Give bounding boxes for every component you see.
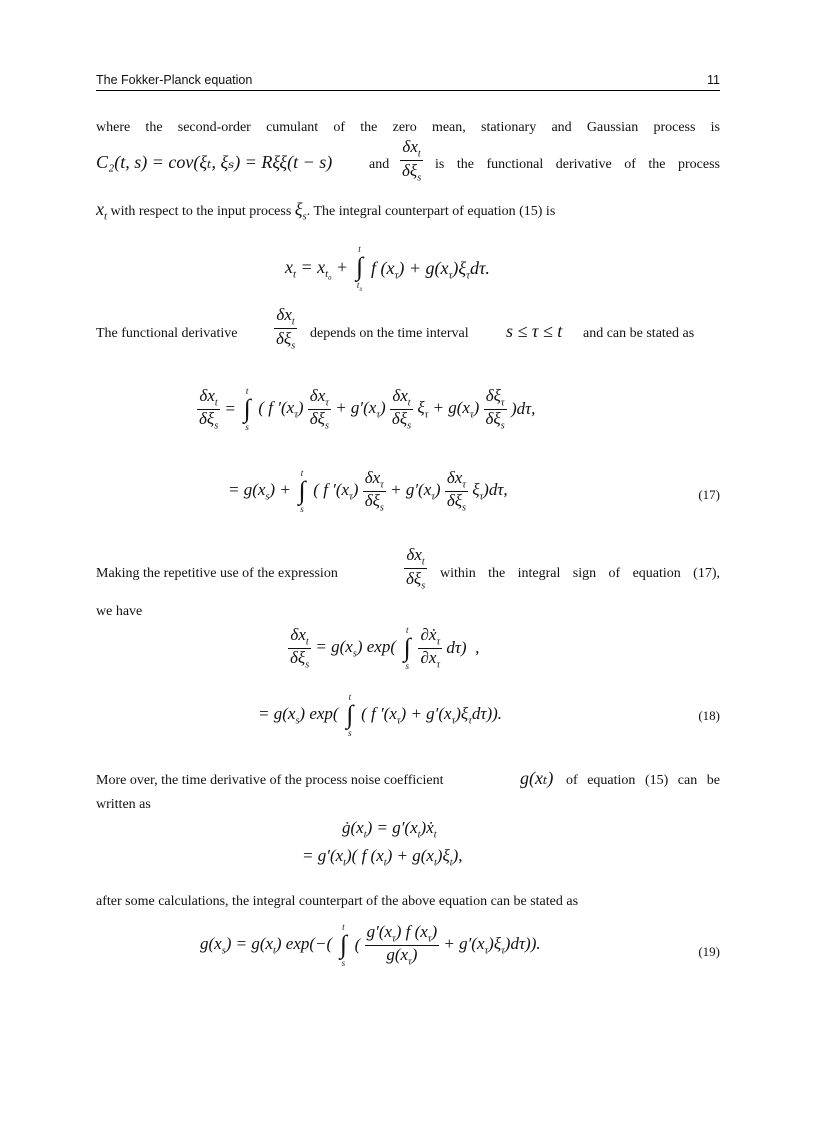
paragraph-2-a: The functional derivative: [96, 326, 238, 341]
equation-18-line-1: $\frac{\delta x_t}{\delta\xi_s}$ = $g(x_s)$ exp( t ∫ s $\frac{\partial ẋ_\tau}{\partial x_\tau}$ dτ) ,: [290, 624, 480, 671]
and-word: and: [369, 157, 390, 172]
paragraph-4-line-1: [96, 768, 720, 792]
equation-19: $g(x_s) = g(x_t)$ exp(−( t ∫ s ( $\frac{g'(x_\tau) f (x_\tau)}{g(x_\tau)}$ + $g'(x_\tau)\xi_\tau)d\tau$)).: [200, 921, 541, 968]
paragraph-1-line-3: [96, 199, 720, 227]
cumulant-formula: C₂(t, s) = cov(ξₜ, ξₛ) = Rξξ(t − s): [96, 152, 333, 172]
paragraph-3-b: within the integral sign of equation (17),: [440, 566, 720, 581]
paragraph-1-line-2-rest: is the functional derivative of the process: [435, 157, 720, 172]
integral-counterpart-equation: $x_t = x_{t_0}$ + t ∫ $t_0$ f $(x_\tau) + g(x_\tau)\xi_\tau d\tau$.: [285, 244, 490, 293]
functional-derivative-fraction-3: $\delta x_t$ $\delta\xi_s$: [406, 545, 426, 592]
paragraph-1-line-1: where the second-order cumulant of the zero mean, stationary and Gaussian process is: [96, 120, 720, 135]
equation-17-line-2: = $g(x_s)$ + t ∫ s ( f $'(x_\tau)$ $\frac{\delta x_\tau}{\delta\xi_s}$ + $g'(x_\tau)$ $\frac{\delta x_\tau}{\delta\xi_s}$ $\xi_\tau)d\tau$,: [228, 467, 508, 514]
paragraph-3-a: Making the repetitive use of the expression: [96, 566, 338, 581]
equation-18-number: (18): [698, 708, 720, 723]
paragraph-3: [96, 546, 720, 596]
paragraph-1-line-2: [96, 137, 720, 184]
equation-19-number: (19): [698, 944, 720, 959]
equation-18-line-2: = $g(x_s)$ exp( t ∫ s ( f $'(x_\tau) + g'(x_\tau)\xi_\tau d\tau$)).: [258, 692, 503, 738]
running-title: The Fokker-Planck equation: [96, 73, 253, 87]
time-derivative-line-1: $ġ(x_t)$ = $g'(x_t)ẋ_t$: [342, 818, 437, 841]
functional-derivative-fraction-2: $\delta x_t$ $\delta\xi_s$: [276, 305, 296, 352]
time-derivative-line-2: = $g'(x_t)$( f $(x_t) + g(x_t)\xi_t$),: [302, 846, 463, 869]
paragraph-1-line-3-mid: with respect to the input process: [110, 204, 292, 219]
paragraph-2: [96, 306, 720, 356]
noise-coefficient: g(xₜ): [520, 768, 554, 788]
paragraph-5: after some calculations, the integral counterpart of the above equation can be stated as: [96, 894, 579, 909]
paragraph-3-c: we have: [96, 604, 143, 619]
page-number: 11: [707, 73, 720, 87]
xi-variable: $\xi_s$: [294, 199, 307, 223]
paragraph-4-line-2: written as: [96, 797, 151, 812]
page-header: [96, 70, 720, 91]
x-variable: $x_t$: [96, 199, 107, 223]
paragraph-2-d: and can be stated as: [583, 326, 695, 341]
functional-derivative-fraction: $\delta x_t$ $\delta\xi_s$: [402, 137, 422, 184]
paragraph-1-line-3-end: . The integral counterpart of equation (15) is: [306, 204, 556, 219]
paragraph-4-a: More over, the time derivative of the process noise coefficient: [96, 773, 444, 788]
paragraph-2-b: depends on the time interval: [310, 326, 469, 341]
time-interval: s ≤ τ ≤ t: [506, 321, 563, 341]
equation-17-line-1: $\frac{\delta x_t}{\delta\xi_s}$ = t ∫ s ( f $'(x_\tau)$ $\frac{\delta x_\tau}{\delta\xi_s}$ + $g'(x_\tau)$ $\frac{\delta x_t}{\delta\xi_s}$ $\xi_\tau + g(x_\tau)$ $\frac{\delta\xi_\tau}{\delta\xi_s}$ )dτ,: [199, 385, 536, 432]
paragraph-4-c: of equation (15) can be: [566, 773, 720, 788]
equation-17-number: (17): [698, 487, 720, 502]
